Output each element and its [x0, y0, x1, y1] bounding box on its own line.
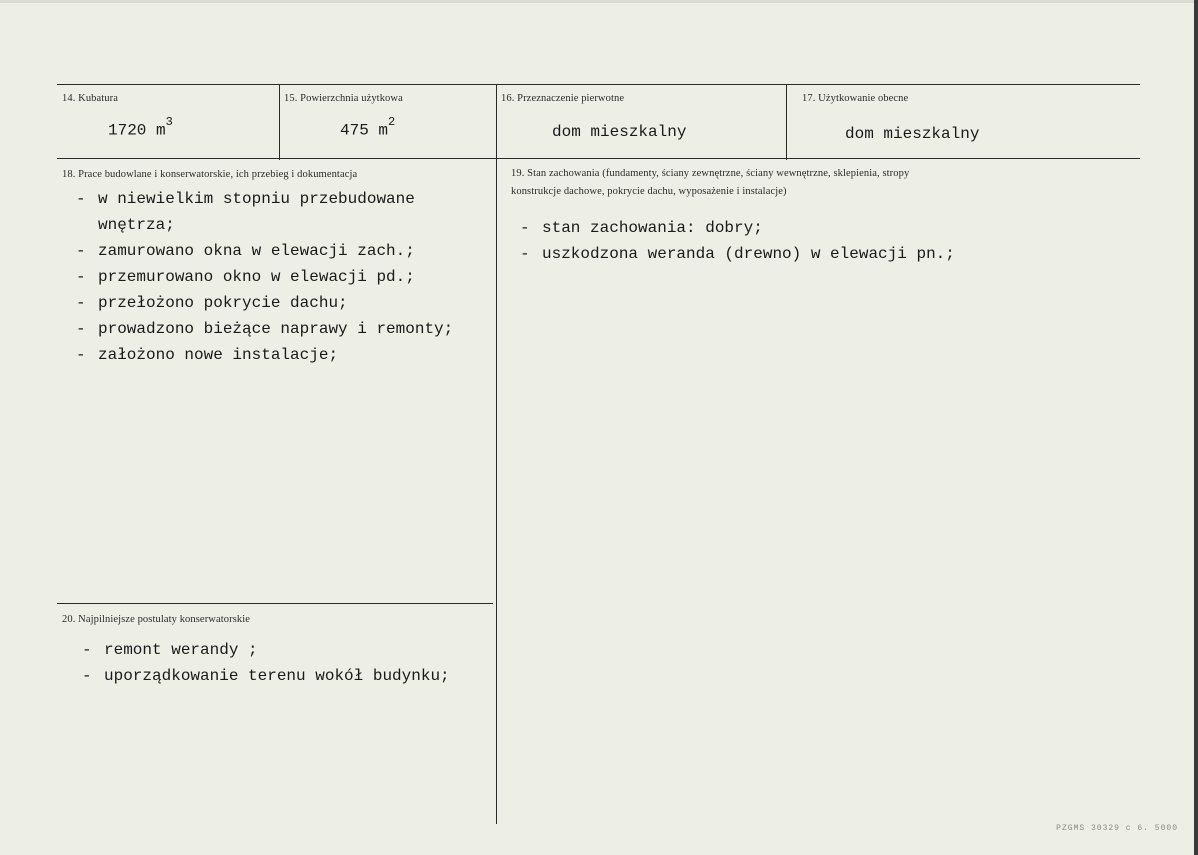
field-15-label: 15. Powierzchnia użytkowa — [284, 93, 403, 104]
list-dash: - — [76, 320, 86, 338]
list-item-text: wnętrza; — [98, 216, 175, 234]
list-item — [76, 264, 453, 290]
rule-v1 — [279, 84, 280, 160]
field-16-label: 16. Przeznaczenie pierwotne — [501, 93, 625, 104]
list-item — [82, 637, 450, 663]
page-top-edge — [0, 0, 1198, 3]
list-item — [520, 215, 955, 241]
rule-v-main — [496, 84, 497, 824]
list-item-text: uporządkowanie terenu wokół budynku; — [104, 667, 450, 685]
list-item-text: uszkodzona weranda (drewno) w elewacji pn.; — [542, 245, 955, 263]
list-dash: - — [76, 346, 86, 364]
list-dash: - — [520, 219, 530, 237]
list-item-text: remont werandy ; — [104, 641, 258, 659]
list-item-text: przełożono pokrycie dachu; — [98, 294, 348, 312]
list-dash: - — [76, 294, 86, 312]
list-item — [76, 238, 453, 264]
field-14-label: 14. Kubatura — [62, 93, 119, 104]
field-15-unit-exp: 2 — [388, 115, 396, 129]
list-item-text: prowadzono bieżące naprawy i remonty; — [98, 320, 454, 338]
field-18-label: 18. Prace budowlane i konserwatorskie, ich przebieg i dokumentacja — [62, 169, 358, 180]
field-15-number: 475 — [340, 121, 369, 140]
list-item-text: założono nowe instalacje; — [98, 346, 339, 364]
list-item — [82, 663, 450, 689]
field-14-value — [108, 115, 173, 140]
field-19-label-line1: 19. Stan zachowania (fundamenty, ściany zewnętrzne, ściany wewnętrzne, sklepienia, stropy — [511, 168, 910, 179]
field-20-label: 20. Najpilniejsze postulaty konserwatorskie — [62, 614, 251, 625]
rule-section-20 — [57, 603, 493, 604]
list-item-text: w niewielkim stopniu przebudowane — [98, 190, 415, 208]
list-item-text: przemurowano okno w elewacji pd.; — [98, 268, 415, 286]
rule-top — [57, 84, 1140, 85]
list-item — [76, 186, 453, 212]
list-dash: - — [76, 242, 86, 260]
rule-v3 — [786, 84, 787, 160]
list-dash: - — [76, 268, 86, 286]
field-15-unit: m — [378, 121, 389, 140]
list-item — [76, 342, 453, 368]
list-item-text: stan zachowania: dobry; — [542, 219, 763, 237]
field-20-list — [82, 637, 450, 689]
field-14-unit-exp: 3 — [165, 115, 173, 129]
page-right-edge — [1194, 0, 1198, 855]
list-dash: - — [82, 641, 92, 659]
list-dash: - — [520, 245, 530, 263]
list-item-continuation — [76, 212, 453, 238]
list-dash: - — [82, 667, 92, 685]
field-18-list — [76, 186, 453, 368]
list-dash: - — [76, 190, 86, 208]
field-14-unit: m — [156, 121, 166, 140]
field-14-number: 1720 — [108, 121, 147, 140]
field-16-value: dom mieszkalny — [552, 123, 687, 141]
field-17-value: dom mieszkalny — [845, 125, 980, 143]
field-17-label: 17. Użytkowanie obecne — [802, 93, 909, 104]
list-item-text: zamurowano okna w elewacji zach.; — [98, 242, 415, 260]
rule-row1-bottom — [57, 158, 1140, 159]
list-item — [76, 316, 453, 342]
list-item — [76, 290, 453, 316]
print-code: PZGMS 30329 c 6. 5000 — [1056, 824, 1178, 833]
field-19-label-line2: konstrukcje dachowe, pokrycie dachu, wyposażenie i instalacje) — [511, 186, 787, 197]
field-19-list — [520, 215, 955, 267]
field-15-value — [340, 115, 396, 140]
list-item — [520, 241, 955, 267]
